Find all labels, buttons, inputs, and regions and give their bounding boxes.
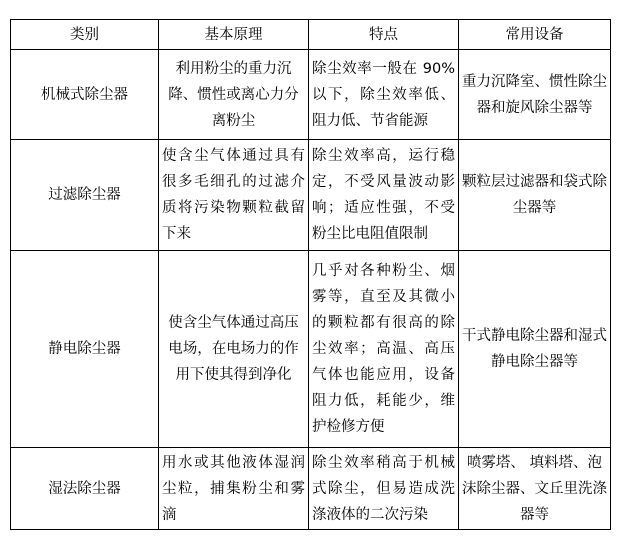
header-equipment: 常用设备 [459,20,611,50]
header-row [11,20,611,50]
cell-principle: 利用粉尘的重力沉降、惯性或离心力分离粉尘 [159,50,309,140]
cell-features: 除尘效率高，运行稳定，不受风量波动影响；适应性强，不受粉尘比电阻值限制 [309,140,459,251]
header-principle: 基本原理 [159,20,309,50]
cell-principle: 用水或其他液体湿润尘粒，捕集粉尘和雾滴 [159,448,309,530]
cell-equipment: 重力沉降室、惯性除尘器和旋风除尘器等 [459,50,611,140]
cell-features: 除尘效率一般在 90%以下，除尘效率低、阻力低、节省能源 [309,50,459,140]
cell-equipment: 干式静电除尘器和湿式静电除尘器等 [459,251,611,448]
table-row-filter [11,140,611,251]
cell-features: 除尘效率稍高于机械式除尘，但易造成洗涤液体的二次污染 [309,448,459,530]
dust-collector-table [10,19,611,530]
cell-principle: 使含尘气体通过具有很多毛细孔的过滤介质将污染物颗粒截留下来 [159,140,309,251]
cell-category: 湿法除尘器 [11,448,159,530]
cell-equipment: 颗粒层过滤器和袋式除尘器等 [459,140,611,251]
cell-features: 几乎对各种粉尘、烟雾等，直至及其微小的颗粒都有很高的除尘效率；高温、高压气体也能应用，设备阻力低，耗能少，维护检修方便 [309,251,459,448]
table-row-mechanical [11,50,611,140]
header-features: 特点 [309,20,459,50]
cell-principle: 使含尘气体通过高压电场，在电场力的作用下使其得到净化 [159,251,309,448]
table-row-wet [11,448,611,530]
cell-category: 过滤除尘器 [11,140,159,251]
table-row-electrostatic [11,251,611,448]
header-category: 类别 [11,20,159,50]
cell-category: 机械式除尘器 [11,50,159,140]
cell-equipment: 喷雾塔、 填料塔、泡沫除尘器、文丘里洗涤器等 [459,448,611,530]
cell-category: 静电除尘器 [11,251,159,448]
